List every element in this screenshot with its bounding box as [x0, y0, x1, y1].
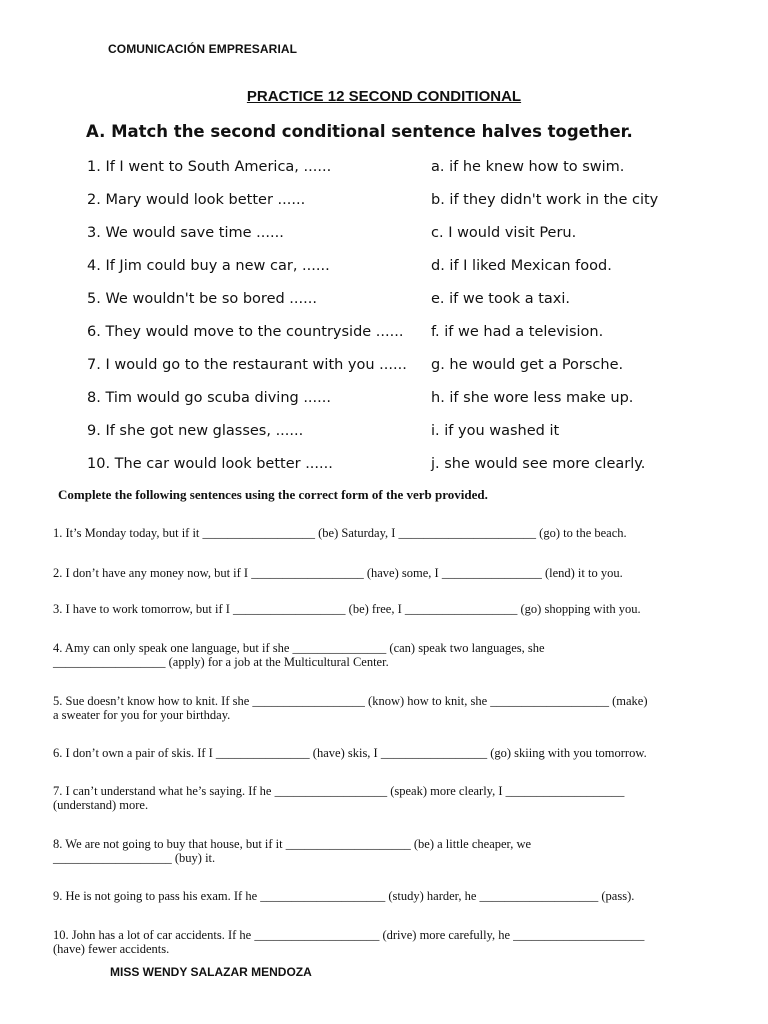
- sentence-start: 10. The car would look better ......: [87, 456, 333, 472]
- exercise-line: 8. We are not going to buy that house, but if it ____________________ (be) a little cheaper, we: [53, 837, 532, 851]
- section-b-heading: Complete the following sentences using the correct form of the verb provided.: [58, 487, 488, 502]
- exercise-item: [53, 784, 743, 812]
- sentence-ending: j. she would see more clearly.: [431, 456, 646, 472]
- exercise-line: a sweater for you for your birthday.: [53, 708, 231, 722]
- page-title-text: PRACTICE 12 SECOND CONDITIONAL: [246, 88, 522, 105]
- sentence-ending: e. if we took a taxi.: [431, 291, 570, 307]
- sentence-ending: b. if they didn't work in the city: [431, 192, 659, 208]
- exercise-line: 2. I don’t have any money now, but if I __________________ (have) some, I ________________ (lend) it to you.: [53, 566, 623, 580]
- sentence-start: 2. Mary would look better ......: [87, 192, 306, 208]
- exercise-item: [53, 566, 743, 580]
- exercise-line: 3. I have to work tomorrow, but if I __________________ (be) free, I __________________ (go) shopping with you.: [53, 602, 641, 616]
- exercise-item: [53, 889, 743, 903]
- match-row: [0, 159, 768, 183]
- sentence-start: 6. They would move to the countryside ......: [87, 324, 404, 340]
- match-row: [0, 225, 768, 249]
- exercise-line: 4. Amy can only speak one language, but if she _______________ (can) speak two languages, she: [53, 641, 545, 655]
- sentence-ending: f. if we had a television.: [431, 324, 604, 340]
- match-row: [0, 291, 768, 315]
- exercise-line: 7. I can’t understand what he’s saying. If he __________________ (speak) more clearly, I ___________________: [53, 784, 625, 798]
- match-row: [0, 390, 768, 414]
- exercise-item: [53, 746, 743, 760]
- sentence-ending: i. if you washed it: [431, 423, 560, 439]
- match-row: [0, 192, 768, 216]
- exercise-item: [53, 837, 743, 865]
- sentence-start: 3. We would save time ......: [87, 225, 284, 241]
- page-title: [0, 88, 768, 105]
- exercise-line: 6. I don’t own a pair of skis. If I _______________ (have) skis, I _________________ (go) skiing with you tomorrow.: [53, 746, 647, 760]
- match-row: [0, 324, 768, 348]
- exercise-line: ___________________ (buy) it.: [53, 851, 216, 865]
- sentence-start: 5. We wouldn't be so bored ......: [87, 291, 317, 307]
- match-row: [0, 357, 768, 381]
- exercise-line: __________________ (apply) for a job at the Multicultural Center.: [53, 655, 389, 669]
- exercise-item: [53, 928, 743, 956]
- sentence-ending: g. he would get a Porsche.: [431, 357, 624, 373]
- exercise-item: [53, 694, 743, 722]
- sentence-start: 9. If she got new glasses, ......: [87, 423, 304, 439]
- exercise-line: (understand) more.: [53, 798, 149, 812]
- sentence-ending: c. I would visit Peru.: [431, 225, 577, 241]
- sentence-ending: d. if I liked Mexican food.: [431, 258, 612, 274]
- match-row: [0, 423, 768, 447]
- exercise-line: 10. John has a lot of car accidents. If he ____________________ (drive) more carefully, he _____________________: [53, 928, 645, 942]
- exercise-item: [53, 602, 743, 616]
- sentence-start: 1. If I went to South America, ......: [87, 159, 332, 175]
- exercise-line: (have) fewer accidents.: [53, 942, 170, 956]
- course-header: COMUNICACIÓN EMPRESARIAL: [108, 42, 298, 56]
- exercise-item: [53, 641, 743, 669]
- sentence-start: 8. Tim would go scuba diving ......: [87, 390, 331, 406]
- sentence-start: 7. I would go to the restaurant with you ......: [87, 357, 407, 373]
- exercise-item: [53, 526, 743, 540]
- match-row: [0, 258, 768, 282]
- exercise-line: 5. Sue doesn’t know how to knit. If she __________________ (know) how to knit, she ___________________ (make): [53, 694, 648, 708]
- exercise-line: 1. It’s Monday today, but if it __________________ (be) Saturday, I ______________________ (go) to the beach.: [53, 526, 627, 540]
- exercise-line: 9. He is not going to pass his exam. If he ____________________ (study) harder, he ___________________ (pass).: [53, 889, 635, 903]
- match-row: [0, 456, 768, 480]
- sentence-start: 4. If Jim could buy a new car, ......: [87, 258, 330, 274]
- sentence-ending: a. if he knew how to swim.: [431, 159, 625, 175]
- teacher-name: MISS WENDY SALAZAR MENDOZA: [110, 965, 312, 979]
- sentence-ending: h. if she wore less make up.: [431, 390, 634, 406]
- section-a-heading: A. Match the second conditional sentence halves together.: [86, 122, 633, 141]
